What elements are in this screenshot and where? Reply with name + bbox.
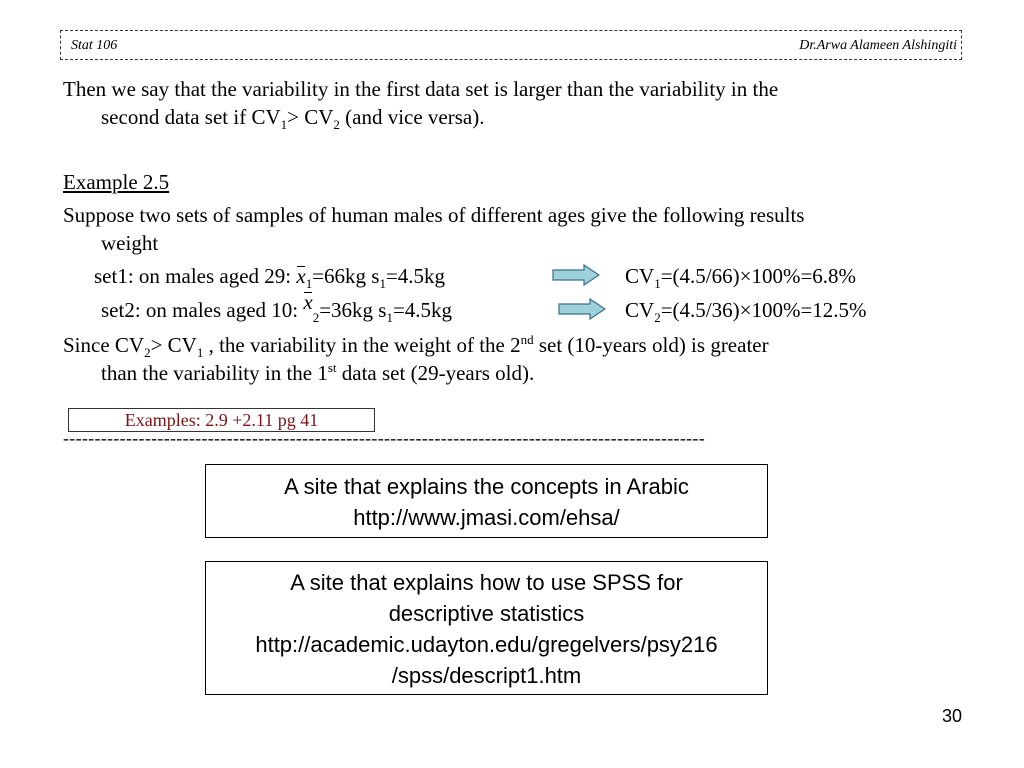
spss-site-url-cont[interactable]: /spss/descript1.htm	[391, 663, 582, 688]
set2-line: set2: on males aged 10: x $_2$=36kg $s_1=4.5kg$	[101, 290, 453, 326]
right-arrow-icon	[558, 298, 606, 320]
set1-line: set1: on males aged 29: x $_1$=66kg $s_1=4.5kg$	[94, 264, 446, 292]
xbar-symbol: x	[303, 290, 313, 314]
xbar-symbol: x	[296, 264, 306, 288]
example-title: Example 2.5	[63, 170, 170, 194]
intro-line-2: second data set if $CV_1> CV_2$ (and vice versa).	[101, 105, 485, 133]
link-box-line: A site that explains the concepts in Arabic	[284, 474, 689, 499]
arabic-site-url[interactable]: http://www.jmasi.com/ehsa/	[353, 505, 620, 530]
page-number: 30	[941, 706, 962, 726]
right-arrow-icon	[552, 264, 600, 286]
spss-site-url[interactable]: http://academic.udayton.edu/gregelvers/psy216	[255, 632, 718, 657]
examples-reference-box: Examples: 2.9 +2.11 pg 41	[68, 408, 375, 432]
link-box-line: A site that explains how to use SPSS for	[290, 570, 683, 595]
than-line: than the variability in the 1st data set (29-years old).	[101, 360, 535, 385]
intro-line-1: Then we say that the variability in the first data set is larger than the variability in the	[63, 77, 779, 101]
dashed-separator: ------------------------------------------------------------------------------------------------------	[63, 428, 706, 448]
set2-cv: $CV_2=(4.5/36)\times 100\%=12.5\%$	[625, 298, 867, 326]
example-line-2: weight	[101, 231, 159, 255]
arabic-site-box	[205, 464, 768, 538]
since-line: Since $CV_2> CV_1$ , the variability in the weight of the 2nd set (10-years old) is greater	[63, 332, 769, 361]
set1-cv: $CV_1=(4.5/66)\times 100\%=6.8\%$	[625, 264, 857, 292]
example-line-1: Suppose two sets of samples of human males of different ages give the following results	[63, 203, 805, 227]
author-label: Dr.Arwa Alameen Alshingiti	[799, 38, 957, 53]
link-box-line: descriptive statistics	[388, 601, 585, 626]
course-label: Stat 106	[71, 38, 118, 53]
slide-header	[60, 30, 962, 60]
spss-site-box	[205, 561, 768, 695]
